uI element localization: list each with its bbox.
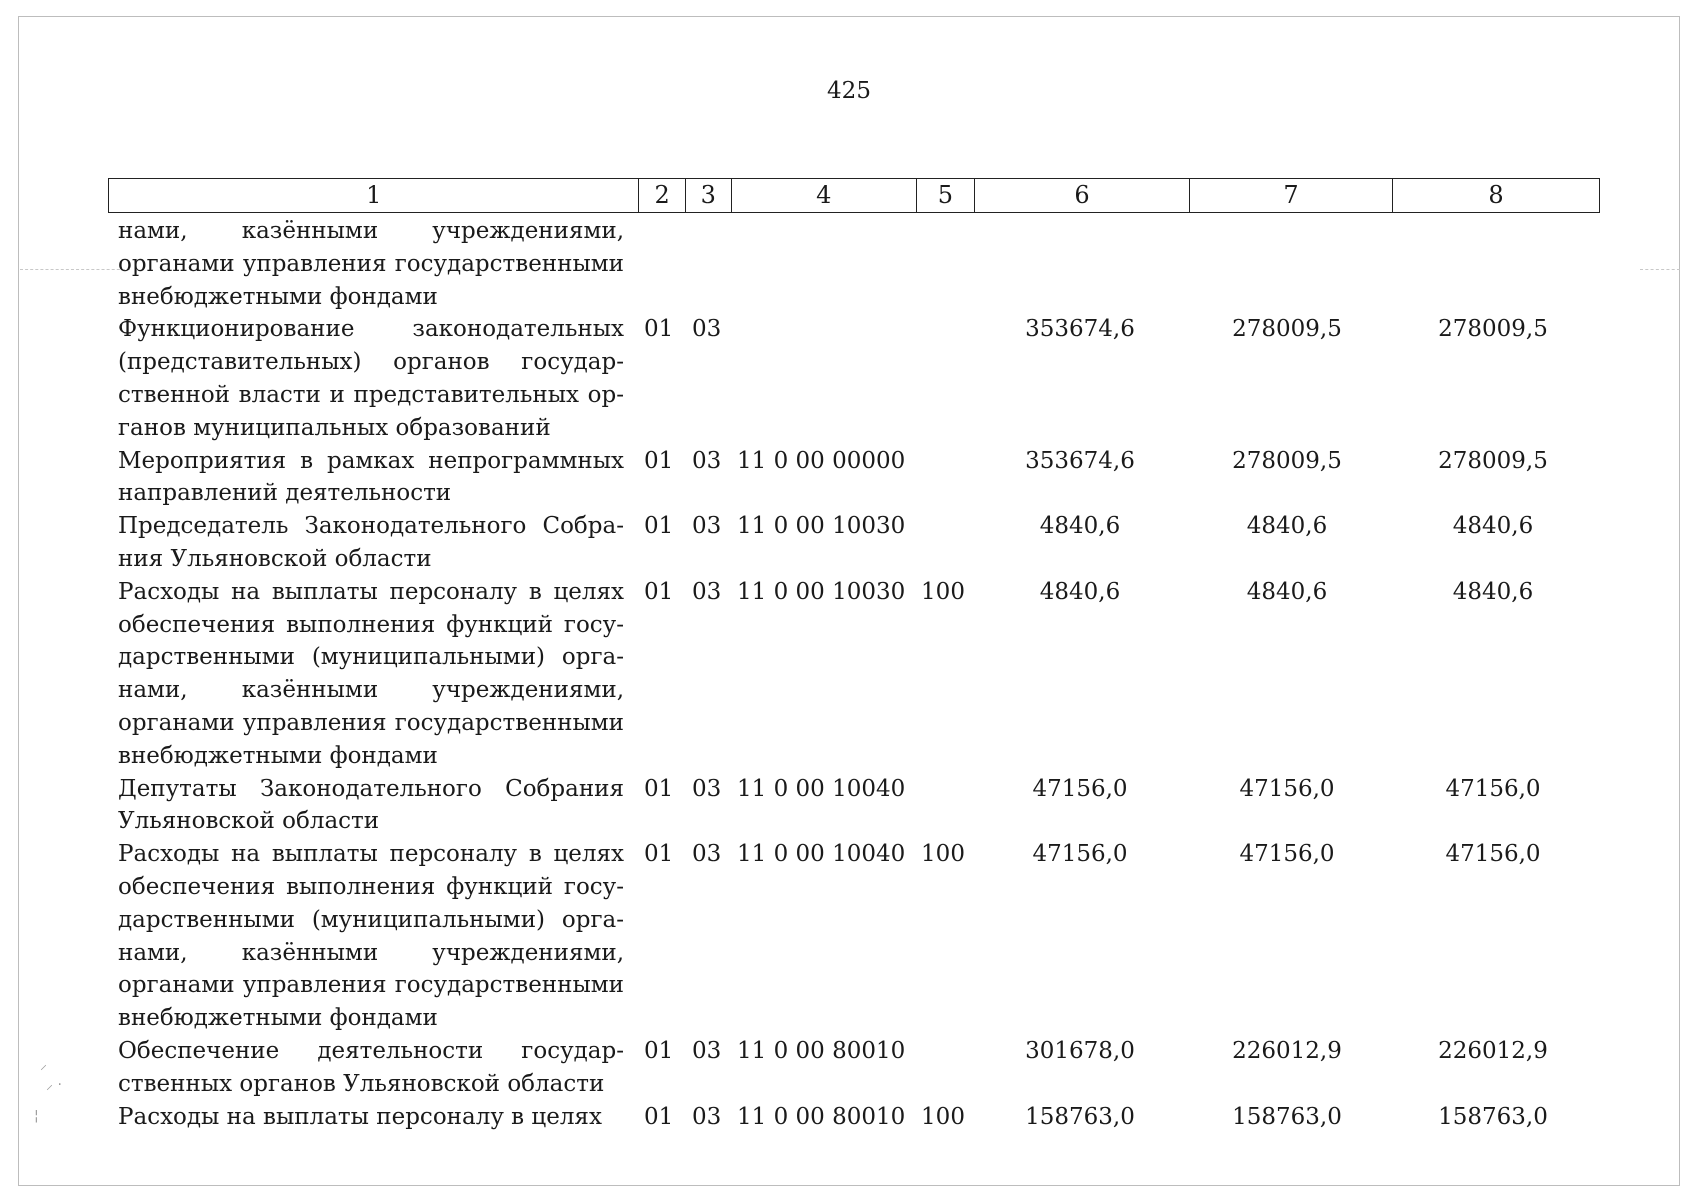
row-description: нами, казёнными учреждениями, органами управления государственными внебюджетными фондами [118, 218, 624, 310]
row-description: Функционирование законодательных (представительных) органов государственной власти и представительных органов муниципальных образований [118, 316, 624, 441]
column-header-1: 1 [109, 179, 639, 213]
row-description: Расходы на выплаты персоналу в целях обеспечения выполнения функций государственными (муниципальными) органами, казёнными учреждениями, органами управления государственными внебюджетными фондами [118, 578, 624, 769]
cell-col-2: 01 [644, 578, 674, 605]
cell-col-4: 11 0 00 10030 [737, 578, 906, 605]
cell-col-4: 11 0 00 80010 [737, 1103, 906, 1130]
cell-col-7: 226012,9 [1232, 1037, 1342, 1064]
budget-table-body [0, 215, 1698, 1133]
table-row [0, 773, 1698, 839]
scan-speck: ⸝ · [46, 1077, 62, 1093]
cell-col-7: 47156,0 [1239, 775, 1335, 802]
cell-col-6: 301678,0 [1025, 1037, 1135, 1064]
cell-col-2: 01 [644, 841, 674, 868]
cell-col-8: 47156,0 [1445, 775, 1541, 802]
cell-col-2: 01 [644, 1103, 674, 1130]
cell-col-4: 11 0 00 00000 [737, 447, 906, 474]
cell-col-4: 11 0 00 10040 [737, 841, 906, 868]
cell-col-7: 158763,0 [1232, 1103, 1342, 1130]
cell-col-2: 01 [644, 447, 674, 474]
row-description: Расходы на выплаты персоналу в целях [118, 1103, 602, 1130]
cell-col-6: 4840,6 [1039, 578, 1121, 605]
row-description: Обеспечение деятельности государственных органов Ульяновской области [118, 1037, 624, 1097]
table-row [0, 510, 1698, 576]
row-description: Расходы на выплаты персоналу в целях обеспечения выполнения функций государственными (муниципальными) органами, казёнными учреждениями, органами управления государственными внебюджетными фондами [118, 841, 624, 1032]
cell-col-2: 01 [644, 1037, 674, 1064]
scan-speck: ⸝ [40, 1057, 47, 1073]
cell-col-8: 4840,6 [1452, 578, 1534, 605]
column-header-row [109, 179, 1600, 213]
cell-col-3: 03 [692, 447, 722, 474]
column-header-5: 5 [916, 179, 974, 213]
column-header-8: 8 [1392, 179, 1599, 213]
table-row [0, 215, 1698, 313]
cell-col-4: 11 0 00 10030 [737, 513, 906, 540]
cell-col-5: 100 [921, 841, 965, 868]
row-description: Депутаты Законодательного Собрания Ульяновской области [118, 775, 624, 835]
cell-col-6: 158763,0 [1025, 1103, 1135, 1130]
cell-col-8: 226012,9 [1438, 1037, 1548, 1064]
table-row [0, 1035, 1698, 1101]
page-number: 425 [827, 78, 871, 104]
cell-col-6: 47156,0 [1032, 775, 1128, 802]
cell-col-2: 01 [644, 775, 674, 802]
table-row [0, 445, 1698, 511]
row-description: Мероприятия в рамках непрограммных направлений деятельности [118, 447, 624, 507]
cell-col-8: 47156,0 [1445, 841, 1541, 868]
cell-col-6: 4840,6 [1039, 513, 1121, 540]
cell-col-3: 03 [692, 841, 722, 868]
cell-col-8: 158763,0 [1438, 1103, 1548, 1130]
column-header-2: 2 [639, 179, 685, 213]
cell-col-7: 47156,0 [1239, 841, 1335, 868]
cell-col-7: 278009,5 [1232, 316, 1342, 343]
cell-col-7: 4840,6 [1246, 513, 1328, 540]
cell-col-5: 100 [921, 1103, 965, 1130]
column-header-7: 7 [1190, 179, 1393, 213]
column-header-6: 6 [975, 179, 1190, 213]
cell-col-8: 278009,5 [1438, 447, 1548, 474]
scan-speck: ¦ [34, 1108, 39, 1124]
cell-col-2: 01 [644, 316, 674, 343]
cell-col-6: 353674,6 [1025, 447, 1135, 474]
cell-col-6: 47156,0 [1032, 841, 1128, 868]
table-row [0, 576, 1698, 773]
row-description: Председатель Законодательного Собрания Ульяновской области [118, 513, 624, 572]
cell-col-3: 03 [692, 775, 722, 802]
cell-col-8: 278009,5 [1438, 316, 1548, 343]
cell-col-3: 03 [692, 1103, 722, 1130]
column-header-table [108, 178, 1600, 213]
cell-col-8: 4840,6 [1452, 513, 1534, 540]
table-row [0, 313, 1698, 444]
cell-col-7: 4840,6 [1246, 578, 1328, 605]
table-row [0, 1101, 1698, 1134]
cell-col-5: 100 [921, 578, 965, 605]
cell-col-4: 11 0 00 10040 [737, 775, 906, 802]
column-header-4: 4 [731, 179, 916, 213]
cell-col-2: 01 [644, 513, 674, 540]
cell-col-3: 03 [692, 513, 722, 540]
table-row [0, 838, 1698, 1035]
cell-col-3: 03 [692, 316, 722, 343]
cell-col-7: 278009,5 [1232, 447, 1342, 474]
column-header-3: 3 [685, 179, 731, 213]
cell-col-3: 03 [692, 578, 722, 605]
cell-col-3: 03 [692, 1037, 722, 1064]
cell-col-6: 353674,6 [1025, 316, 1135, 343]
cell-col-4: 11 0 00 80010 [737, 1037, 906, 1064]
